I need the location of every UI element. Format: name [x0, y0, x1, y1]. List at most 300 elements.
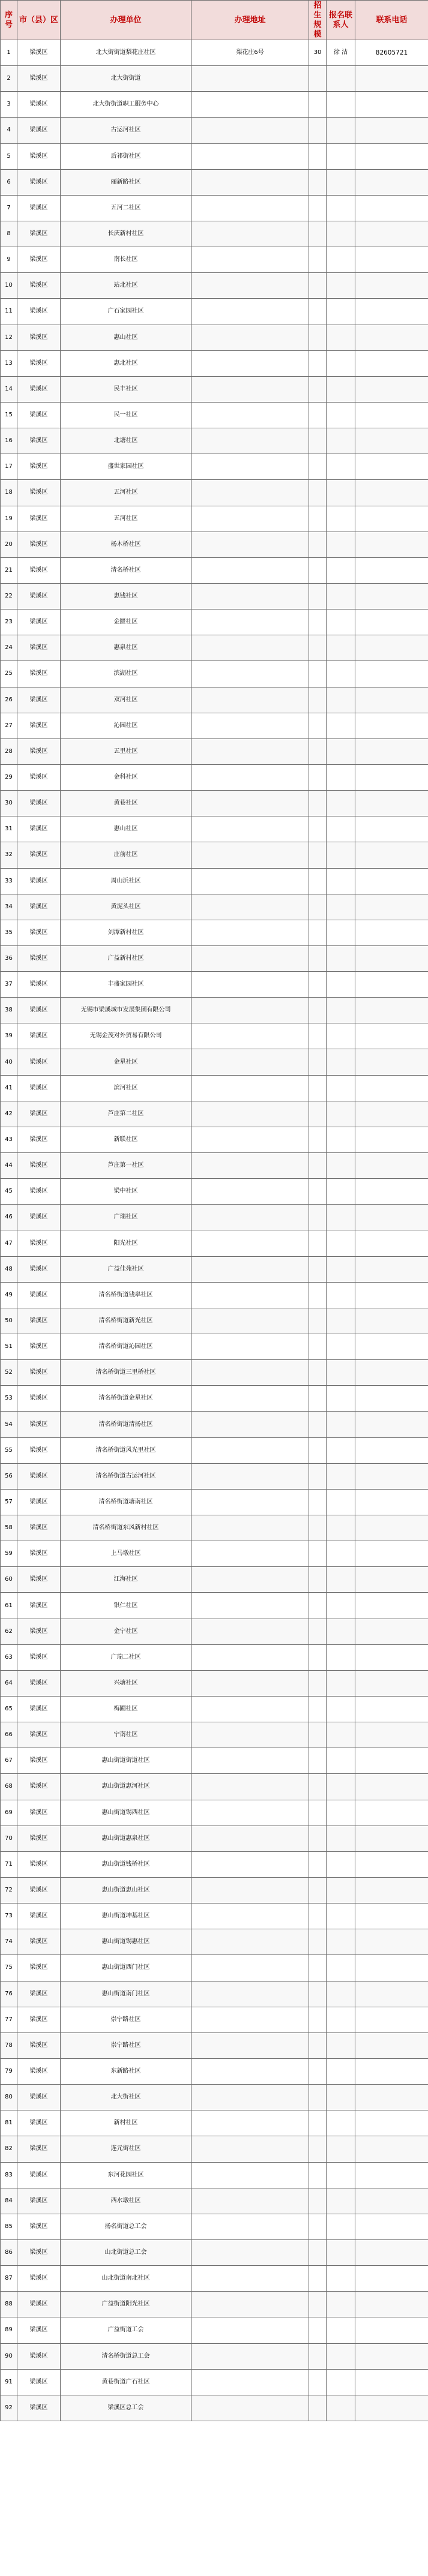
cell-address	[191, 1826, 309, 1851]
cell-no: 39	[1, 1023, 17, 1049]
cell-address	[191, 1904, 309, 1929]
cell-district: 梁溪区	[17, 1308, 61, 1334]
cell-org: 黄巷街道广石社区	[61, 2369, 191, 2395]
cell-org: 清名桥街道三里桥社区	[61, 1360, 191, 1386]
cell-org: 民一社区	[61, 402, 191, 428]
table-row	[1, 376, 428, 402]
cell-phone	[355, 1282, 428, 1308]
cell-quota	[309, 1334, 327, 1360]
cell-quota	[309, 532, 327, 557]
cell-quota	[309, 1774, 327, 1800]
cell-no: 21	[1, 557, 17, 583]
cell-org: 惠北社区	[61, 350, 191, 376]
cell-no: 92	[1, 2395, 17, 2421]
cell-no: 77	[1, 2007, 17, 2032]
cell-org: 广益街道阳光社区	[61, 2292, 191, 2317]
cell-phone	[355, 1256, 428, 1282]
cell-district: 梁溪区	[17, 945, 61, 971]
cell-address	[191, 532, 309, 557]
cell-phone	[355, 2058, 428, 2084]
cell-no: 85	[1, 2214, 17, 2239]
cell-org: 黄巷社区	[61, 791, 191, 816]
cell-phone	[355, 1334, 428, 1360]
cell-contact	[327, 1774, 355, 1800]
cell-quota	[309, 1412, 327, 1437]
cell-contact	[327, 1722, 355, 1748]
cell-no: 52	[1, 1360, 17, 1386]
cell-phone	[355, 247, 428, 273]
cell-district: 梁溪区	[17, 1619, 61, 1644]
table-row	[1, 1437, 428, 1463]
cell-no: 88	[1, 2292, 17, 2317]
cell-quota	[309, 610, 327, 635]
cell-address	[191, 2239, 309, 2265]
cell-phone	[355, 1463, 428, 1489]
cell-address	[191, 1256, 309, 1282]
cell-address	[191, 1541, 309, 1567]
table-row	[1, 1644, 428, 1670]
cell-district: 梁溪区	[17, 1722, 61, 1748]
cell-phone	[355, 506, 428, 532]
cell-address	[191, 1075, 309, 1101]
cell-address	[191, 1774, 309, 1800]
cell-address	[191, 894, 309, 920]
cell-district: 梁溪区	[17, 1800, 61, 1826]
cell-phone	[355, 1179, 428, 1205]
cell-phone	[355, 791, 428, 816]
cell-phone	[355, 1308, 428, 1334]
cell-quota	[309, 816, 327, 842]
cell-contact	[327, 894, 355, 920]
table-row	[1, 2162, 428, 2188]
cell-district: 梁溪区	[17, 920, 61, 945]
cell-quota	[309, 66, 327, 92]
cell-org: 惠山街道惠河社区	[61, 1774, 191, 1800]
cell-no: 11	[1, 299, 17, 325]
cell-org: 清名桥社区	[61, 557, 191, 583]
cell-address	[191, 998, 309, 1023]
cell-address	[191, 816, 309, 842]
cell-quota	[309, 868, 327, 894]
cell-org: 庄前社区	[61, 842, 191, 868]
cell-contact	[327, 1541, 355, 1567]
cell-no: 30	[1, 791, 17, 816]
cell-phone	[355, 350, 428, 376]
cell-quota	[309, 1981, 327, 2007]
cell-district: 梁溪区	[17, 2007, 61, 2032]
cell-org: 清名桥街道塘南社区	[61, 1489, 191, 1515]
table-row	[1, 1360, 428, 1386]
cell-contact	[327, 2369, 355, 2395]
cell-quota	[309, 920, 327, 945]
cell-no: 29	[1, 764, 17, 790]
cell-org: 清名桥街道古运河社区	[61, 1463, 191, 1489]
cell-org: 连元街社区	[61, 2136, 191, 2162]
cell-quota	[309, 2214, 327, 2239]
cell-district: 梁溪区	[17, 583, 61, 609]
table-row	[1, 791, 428, 816]
cell-address	[191, 1722, 309, 1748]
cell-phone	[355, 1075, 428, 1101]
cell-no: 60	[1, 1567, 17, 1593]
table-row	[1, 402, 428, 428]
cell-org: 清名桥街道钱皋社区	[61, 1282, 191, 1308]
cell-phone	[355, 1230, 428, 1256]
cell-address	[191, 1489, 309, 1515]
cell-address	[191, 1412, 309, 1437]
cell-no: 79	[1, 2058, 17, 2084]
cell-address	[191, 1515, 309, 1541]
cell-contact	[327, 1644, 355, 1670]
cell-address	[191, 1981, 309, 2007]
cell-no: 71	[1, 1851, 17, 1877]
cell-quota	[309, 2317, 327, 2343]
cell-org: 银仁社区	[61, 1593, 191, 1619]
cell-phone	[355, 2007, 428, 2032]
table-row	[1, 738, 428, 764]
cell-contact	[327, 1748, 355, 1774]
cell-phone	[355, 1437, 428, 1463]
cell-phone	[355, 1023, 428, 1049]
cell-no: 9	[1, 247, 17, 273]
cell-org: 北大街街道	[61, 66, 191, 92]
cell-phone	[355, 143, 428, 169]
header-phone: 联系电话	[355, 1, 428, 40]
cell-phone	[355, 1619, 428, 1644]
table-row	[1, 1541, 428, 1567]
cell-org: 新联社区	[61, 1127, 191, 1152]
cell-contact	[327, 1153, 355, 1179]
cell-address	[191, 2292, 309, 2317]
cell-phone	[355, 92, 428, 118]
table-row	[1, 2058, 428, 2084]
cell-phone	[355, 945, 428, 971]
cell-org: 广石家园社区	[61, 299, 191, 325]
cell-no: 27	[1, 713, 17, 738]
cell-quota	[309, 1619, 327, 1644]
cell-no: 8	[1, 221, 17, 247]
cell-address	[191, 610, 309, 635]
cell-contact	[327, 299, 355, 325]
cell-district: 梁溪区	[17, 1644, 61, 1670]
cell-phone	[355, 816, 428, 842]
cell-address	[191, 1955, 309, 1981]
cell-quota	[309, 402, 327, 428]
cell-quota	[309, 1515, 327, 1541]
cell-no: 14	[1, 376, 17, 402]
cell-org: 黄泥头社区	[61, 894, 191, 920]
cell-contact	[327, 2214, 355, 2239]
cell-contact	[327, 169, 355, 195]
cell-address	[191, 1334, 309, 1360]
cell-org: 上马墩社区	[61, 1541, 191, 1567]
table-row	[1, 1049, 428, 1075]
cell-no: 20	[1, 532, 17, 557]
cell-district: 梁溪区	[17, 1360, 61, 1386]
cell-contact	[327, 791, 355, 816]
cell-org: 清名桥街道新光社区	[61, 1308, 191, 1334]
cell-quota	[309, 1386, 327, 1412]
cell-no: 59	[1, 1541, 17, 1567]
cell-phone	[355, 1541, 428, 1567]
cell-quota	[309, 1049, 327, 1075]
cell-no: 67	[1, 1748, 17, 1774]
table-row	[1, 1075, 428, 1101]
cell-quota	[309, 661, 327, 687]
cell-no: 1	[1, 40, 17, 66]
cell-phone	[355, 1515, 428, 1541]
cell-contact	[327, 1593, 355, 1619]
cell-district: 梁溪区	[17, 713, 61, 738]
table-row	[1, 169, 428, 195]
cell-no: 18	[1, 480, 17, 506]
cell-address	[191, 2007, 309, 2032]
cell-address	[191, 1308, 309, 1334]
cell-org: 北塘社区	[61, 428, 191, 454]
cell-contact	[327, 2110, 355, 2136]
cell-district: 梁溪区	[17, 350, 61, 376]
cell-district: 梁溪区	[17, 1567, 61, 1593]
cell-quota	[309, 1205, 327, 1230]
cell-phone	[355, 764, 428, 790]
cell-contact	[327, 2188, 355, 2214]
cell-quota	[309, 1179, 327, 1205]
cell-no: 91	[1, 2369, 17, 2395]
table-row	[1, 1101, 428, 1127]
cell-address	[191, 1153, 309, 1179]
table-row	[1, 2136, 428, 2162]
cell-quota	[309, 2395, 327, 2421]
cell-quota	[309, 454, 327, 480]
cell-address	[191, 764, 309, 790]
cell-no: 80	[1, 2085, 17, 2110]
cell-no: 25	[1, 661, 17, 687]
cell-no: 57	[1, 1489, 17, 1515]
cell-district: 梁溪区	[17, 273, 61, 299]
cell-contact	[327, 2292, 355, 2317]
cell-phone	[355, 1697, 428, 1722]
cell-district: 梁溪区	[17, 557, 61, 583]
cell-district: 梁溪区	[17, 661, 61, 687]
cell-phone	[355, 2188, 428, 2214]
cell-contact	[327, 842, 355, 868]
cell-address	[191, 945, 309, 971]
cell-address	[191, 1437, 309, 1463]
table-row	[1, 1127, 428, 1152]
cell-quota	[309, 1075, 327, 1101]
cell-org: 民丰社区	[61, 376, 191, 402]
cell-org: 南长社区	[61, 247, 191, 273]
table-row	[1, 1230, 428, 1256]
cell-address	[191, 2214, 309, 2239]
cell-phone	[355, 532, 428, 557]
table-row	[1, 1826, 428, 1851]
cell-phone	[355, 1748, 428, 1774]
cell-org: 广瑞社区	[61, 1205, 191, 1230]
cell-address	[191, 713, 309, 738]
cell-contact	[327, 2239, 355, 2265]
cell-contact	[327, 687, 355, 713]
cell-contact	[327, 92, 355, 118]
cell-org: 五河社区	[61, 506, 191, 532]
table-row	[1, 299, 428, 325]
cell-district: 梁溪区	[17, 1282, 61, 1308]
cell-contact	[327, 945, 355, 971]
cell-contact	[327, 143, 355, 169]
cell-address	[191, 1127, 309, 1152]
cell-quota	[309, 2136, 327, 2162]
cell-quota	[309, 1541, 327, 1567]
table-row	[1, 1748, 428, 1774]
cell-no: 12	[1, 325, 17, 350]
table-row	[1, 1774, 428, 1800]
cell-district: 梁溪区	[17, 402, 61, 428]
table-row	[1, 1489, 428, 1515]
cell-address	[191, 480, 309, 506]
cell-quota	[309, 92, 327, 118]
cell-phone	[355, 1489, 428, 1515]
table-row	[1, 868, 428, 894]
cell-contact	[327, 506, 355, 532]
cell-phone	[355, 610, 428, 635]
cell-district: 梁溪区	[17, 842, 61, 868]
cell-address	[191, 1179, 309, 1205]
cell-district: 梁溪区	[17, 2188, 61, 2214]
cell-address	[191, 2058, 309, 2084]
cell-org: 广瑞二社区	[61, 1644, 191, 1670]
cell-quota	[309, 376, 327, 402]
cell-phone	[355, 1826, 428, 1851]
table-row	[1, 2317, 428, 2343]
table-row	[1, 247, 428, 273]
cell-quota	[309, 2239, 327, 2265]
cell-no: 47	[1, 1230, 17, 1256]
table-row	[1, 1877, 428, 1903]
cell-no: 42	[1, 1101, 17, 1127]
cell-quota	[309, 972, 327, 998]
cell-phone	[355, 1127, 428, 1152]
cell-quota	[309, 1230, 327, 1256]
cell-org: 惠山社区	[61, 325, 191, 350]
cell-no: 61	[1, 1593, 17, 1619]
cell-quota	[309, 1929, 327, 1955]
cell-contact	[327, 1567, 355, 1593]
table-row	[1, 2292, 428, 2317]
cell-phone	[355, 1567, 428, 1593]
cell-address	[191, 221, 309, 247]
cell-no: 24	[1, 635, 17, 661]
cell-no: 76	[1, 1981, 17, 2007]
cell-org: 惠山街道坤基社区	[61, 1904, 191, 1929]
cell-no: 31	[1, 816, 17, 842]
table-row	[1, 2110, 428, 2136]
cell-district: 梁溪区	[17, 169, 61, 195]
cell-phone	[355, 1722, 428, 1748]
cell-phone	[355, 1955, 428, 1981]
cell-district: 梁溪区	[17, 2214, 61, 2239]
cell-quota	[309, 325, 327, 350]
cell-quota	[309, 1800, 327, 1826]
header-quota: 招生规模	[309, 1, 327, 40]
cell-org: 长庆新村社区	[61, 221, 191, 247]
cell-quota	[309, 1256, 327, 1282]
cell-org: 滨河社区	[61, 1075, 191, 1101]
cell-quota	[309, 1877, 327, 1903]
cell-district: 梁溪区	[17, 2085, 61, 2110]
cell-address	[191, 1205, 309, 1230]
cell-contact	[327, 738, 355, 764]
cell-phone	[355, 661, 428, 687]
cell-quota	[309, 998, 327, 1023]
cell-address	[191, 2032, 309, 2058]
table-row	[1, 1179, 428, 1205]
cell-org: 兴塘社区	[61, 1670, 191, 1696]
cell-quota	[309, 1308, 327, 1334]
table-row	[1, 1567, 428, 1593]
cell-no: 73	[1, 1904, 17, 1929]
cell-org: 五河社区	[61, 480, 191, 506]
cell-no: 17	[1, 454, 17, 480]
cell-address	[191, 247, 309, 273]
cell-org: 北大街街道梨花庄社区	[61, 40, 191, 66]
cell-district: 梁溪区	[17, 454, 61, 480]
cell-contact	[327, 118, 355, 143]
cell-address	[191, 2266, 309, 2292]
cell-no: 66	[1, 1722, 17, 1748]
table-row	[1, 998, 428, 1023]
cell-phone	[355, 1644, 428, 1670]
cell-org: 清名桥街道金星社区	[61, 1386, 191, 1412]
cell-district: 梁溪区	[17, 40, 61, 66]
cell-district: 梁溪区	[17, 894, 61, 920]
cell-no: 7	[1, 195, 17, 221]
cell-org: 新村社区	[61, 2110, 191, 2136]
cell-address	[191, 920, 309, 945]
cell-district: 梁溪区	[17, 2110, 61, 2136]
cell-no: 33	[1, 868, 17, 894]
cell-address	[191, 1619, 309, 1644]
cell-contact	[327, 1256, 355, 1282]
cell-phone	[355, 66, 428, 92]
cell-contact	[327, 1697, 355, 1722]
cell-org: 古运河社区	[61, 118, 191, 143]
cell-no: 34	[1, 894, 17, 920]
cell-org: 周山浜社区	[61, 868, 191, 894]
cell-phone	[355, 2266, 428, 2292]
cell-district: 梁溪区	[17, 1904, 61, 1929]
table-row	[1, 1282, 428, 1308]
table-row	[1, 816, 428, 842]
cell-address	[191, 2317, 309, 2343]
cell-phone	[355, 221, 428, 247]
cell-contact	[327, 972, 355, 998]
cell-contact	[327, 221, 355, 247]
cell-contact	[327, 1075, 355, 1101]
cell-district: 梁溪区	[17, 221, 61, 247]
cell-quota	[309, 738, 327, 764]
cell-no: 3	[1, 92, 17, 118]
cell-org: 惠山街道街道社区	[61, 1748, 191, 1774]
cell-address	[191, 2110, 309, 2136]
cell-address	[191, 1644, 309, 1670]
table-row	[1, 1904, 428, 1929]
table-row	[1, 1981, 428, 2007]
cell-contact	[327, 635, 355, 661]
cell-district: 梁溪区	[17, 972, 61, 998]
cell-phone	[355, 1800, 428, 1826]
cell-district: 梁溪区	[17, 1049, 61, 1075]
table-row	[1, 1593, 428, 1619]
